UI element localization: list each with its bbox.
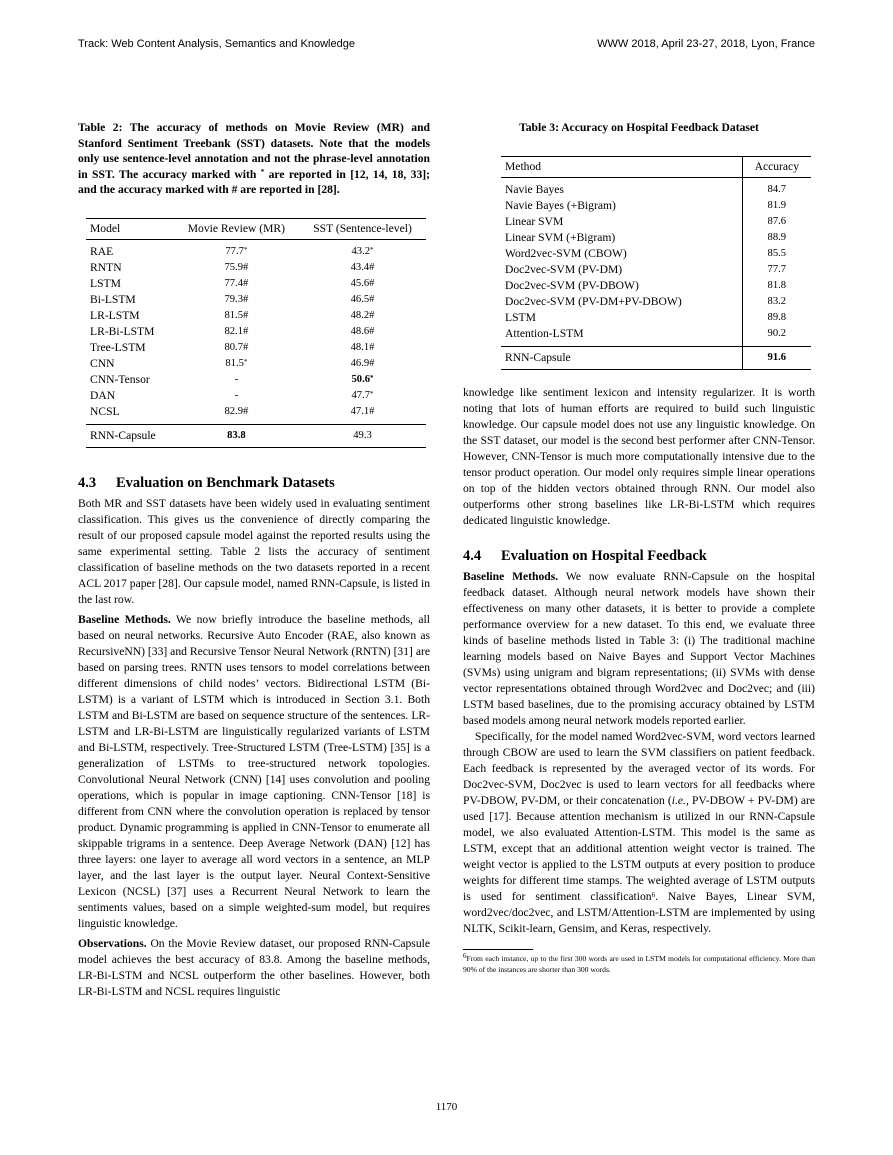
table2-caption: Table 2: The accuracy of methods on Movie Review (MR) and Stanford Sentiment Treebank (SST) datasets. Note that the models only use sentence-level annotation and not the phrase-level annotation in SST. The accuracy marked with * are reported in [12, 14, 18, 33]; and the accuracy marked with # are reported in [28]. xyxy=(78,121,430,196)
table3-row xyxy=(501,278,811,294)
table2-row xyxy=(86,372,426,388)
table3-cell-accuracy: 85.5 xyxy=(742,246,811,262)
table2-body xyxy=(86,239,426,424)
table2-cell-model: CNN xyxy=(90,356,115,370)
table3-cell-method: Linear SVM xyxy=(505,214,564,228)
table2-cell-sst: 43.2* xyxy=(351,245,374,257)
table2-cell-model: RAE xyxy=(90,244,114,258)
table3-header-row xyxy=(501,156,811,177)
table2-final-mr: 83.8 xyxy=(174,424,299,447)
table2-cell-mr: 82.1# xyxy=(224,325,249,337)
header-track: Track: Web Content Analysis, Semantics and Knowledge xyxy=(78,38,355,50)
table3-cell-accuracy: 88.9 xyxy=(742,230,811,246)
table2-cell-mr: 82.9# xyxy=(224,405,249,417)
table3-cell-method: Doc2vec-SVM (PV-DM+PV-DBOW) xyxy=(505,294,682,308)
section-4-4-number: 4.4 xyxy=(463,547,482,564)
footnote-mark: 6 xyxy=(463,951,467,960)
table2-header-sst: SST (Sentence-level) xyxy=(299,218,426,239)
table2-row xyxy=(86,292,426,308)
table2-cell-model: DAN xyxy=(90,388,116,402)
table3-final-accuracy: 91.6 xyxy=(742,346,811,369)
section-4-4-heading xyxy=(463,547,815,565)
table3-cell-accuracy: 83.2 xyxy=(742,294,811,310)
section-4-3-para-2 xyxy=(78,612,430,932)
table3-header-method: Method xyxy=(501,156,742,177)
section-4-4-para-2-a: Specifically, for the model named Word2vec-SVM, word vectors learned through CBOW are used to learn the SVM classifiers on patient feedback. Each feedback is represented by the averaged vector of its words. For Doc2vec-SVM, Doc2vec is used to learn vectors for all feedbacks where PV-DBOW, PV-DM, or their concatenation ( xyxy=(463,729,815,807)
table3-cell-accuracy: 90.2 xyxy=(742,326,811,347)
section-4-4-para-2-b: PV-DBOW + PV-DM) are used [17]. Because attention mechanism is utilized in our RNN-Capsule model, we also evaluated Attention-LSTM. This model is the same as LSTM, except that an additional attention weight vector is trained. The weight vector is applied to the LSTM outputs at every position to produce weights for different time stamps. The weighted average of LSTM outputs is used for sentiment classification xyxy=(463,793,815,903)
section-4-4-title: Evaluation on Hospital Feedback xyxy=(501,547,707,564)
table2-cell-sst: 43.4# xyxy=(350,261,375,273)
table2-cell-model: LSTM xyxy=(90,276,121,290)
baseline-methods-lead-2: Baseline Methods. xyxy=(463,569,559,583)
table2-header-row xyxy=(86,218,426,239)
table2-cell-sst: 46.5# xyxy=(350,293,375,305)
table3-cell-accuracy: 81.8 xyxy=(742,278,811,294)
table3-row xyxy=(501,262,811,278)
section-4-4-para-2-c: . Naive Bayes, Linear SVM, word2vec/doc2vec, and LSTM/Attention-LSTM are implemented by using NLTK, Scikit-learn, Gensim, and Keras, respectively. xyxy=(463,889,815,935)
table3-cell-method: Doc2vec-SVM (PV-DM) xyxy=(505,262,623,276)
table2-cell-sst: 50.6* xyxy=(351,373,374,385)
section-4-3-para-2-text: We now briefly introduce the baseline methods, all based on neural networks. Recursive Auto Encoder (RAE, also known as RecursiveNN) [33] and Recursive Tensor Neural Network (RNTN) [31] are based on parsing trees. RNTN uses tensors to model correlations between different dimensions of child nodes’ vectors. Bidirectional LSTM (Bi-LSTM) is a variant of LSTM which is introduced in Section 3.1. Both LSTM and Bi-LSTM are based on sequence structure of the sentences. LR-LSTM and LR-Bi-LSTM are linguistically regularized variants of LSTM and Bi-LSTM, respectively. Tree-Structured LSTM (Tree-LSTM) [35] is a generalization of LSTMs to tree-structured network topologies. Convolutional Neural Network (CNN) [14] uses convolution and pooling operations, which is popular in image captioning. CNN-Tensor [18] is different from CNN where the convolution operation is replaced by tensor product. Dynamic programming is applied in CNN-Tensor to enumerate all skippable trigrams in a sentence. Deep Average Network (DAN) [12] has three layers: one layer to average all word vectors in a sentence, an MLP layer, and the last layer is the output layer. Neural Context-Sensitive Lexicon (NCSL) [37] uses a Recurrent Neural Network to learn the sentiments values, based on a simple weighted-sum model, but requires linguistic knowledge. xyxy=(78,612,430,930)
section-4-3-para-3-continued: knowledge like sentiment lexicon and intensity regularizer. It is worth noting that lots of human efforts are required to build such linguistic knowledge. Our capsule model does not use any linguistic knowledge. On the SST dataset, our model is the second best performer after CNN-Tensor. However, CNN-Tensor is much more computationally intensive due to the tensor product operation. Our model only requires simple linear operations on top of the hidden vectors obtained through RNN. Our model also outperforms other strong baselines like LR-Bi-LSTM which requires dedicated linguistic knowledge. xyxy=(463,385,815,527)
table3-cell-method: Attention-LSTM xyxy=(505,326,584,340)
table2-cell-mr: 75.9# xyxy=(224,261,249,273)
table2-cell-model: Bi-LSTM xyxy=(90,292,136,306)
table2-cell-mr: 80.7# xyxy=(224,341,249,353)
table2-final-row xyxy=(86,424,426,447)
table3-row xyxy=(501,230,811,246)
table3-cell-method: Word2vec-SVM (CBOW) xyxy=(505,246,627,260)
table3-cell-accuracy: 87.6 xyxy=(742,214,811,230)
running-header xyxy=(78,38,815,50)
right-column xyxy=(463,120,815,975)
table3-cell-method: Linear SVM (+Bigram) xyxy=(505,230,616,244)
footnote-ref: 6 xyxy=(651,890,656,899)
table3-row xyxy=(501,294,811,310)
table2-cell-model: LR-Bi-LSTM xyxy=(90,324,155,338)
table3 xyxy=(501,156,811,370)
table3-row xyxy=(501,310,811,326)
section-4-3-para-3-text: On the Movie Review dataset, our proposed RNN-Capsule model achieves the best accuracy of 83.8. Among the baseline methods, LR-Bi-LSTM and NCSL outperform the other baselines. However, both LR-Bi-LSTM and NCSL requires linguistic xyxy=(78,936,430,998)
table3-final-method: RNN-Capsule xyxy=(501,346,742,369)
section-4-3-heading xyxy=(78,474,430,492)
section-4-3-para-3 xyxy=(78,936,430,1000)
footnote-text: From each instance, up to the first 300 words are used in LSTM models for computational efficiency. More than 90% of the instances are shorter than 300 words. xyxy=(463,953,815,974)
section-4-3-para-1: Both MR and SST datasets have been widely used in evaluating sentiment classification. This gives us the convenience of directly comparing the result of our proposed capsule model against the reported results using the same experimental setting. Table 2 lists the accuracy of sentiment classification of baseline methods on the two datasets reported in a recent ACL 2017 paper [28]. Our capsule model, named RNN-Capsule, is listed in the last row. xyxy=(78,496,430,606)
table2-cell-sst: 45.6# xyxy=(350,277,375,289)
table2-cell-mr: - xyxy=(234,373,239,385)
section-4-3-number: 4.3 xyxy=(78,474,97,491)
table2-cell-sst: 48.1# xyxy=(350,341,375,353)
table2 xyxy=(86,218,426,448)
table2-cell-sst: 48.2# xyxy=(350,309,375,321)
table3-body xyxy=(501,177,811,346)
section-4-3-title: Evaluation on Benchmark Datasets xyxy=(116,474,335,491)
table2-final-model: RNN-Capsule xyxy=(86,424,174,447)
table2-final-sst: 49.3 xyxy=(299,424,426,447)
table2-cell-sst: 46.9# xyxy=(350,357,375,369)
footnote-rule xyxy=(463,949,533,950)
table2-row xyxy=(86,404,426,425)
table2-row xyxy=(86,324,426,340)
table3-final-row xyxy=(501,346,811,369)
section-4-4-para-1-text: We now evaluate RNN-Capsule on the hospital feedback dataset. Although neural network models have shown their effectiveness on many other datasets, it is better to provide a complete performance overview for a new dataset. To this end, we evaluate three kinds of baseline methods listed in Table 3: (i) The traditional machine learning models based on Naive Bayes and Support Vector Machines (SVMs) using unigram and bigram representations; (ii) SVMs with dense vector representations obtained through Word2vec and Doc2vec; and (iii) LSTM based baselines, due to the promising accuracy obtained by LSTM based models among neural network models reported earlier. xyxy=(463,569,815,727)
table3-row xyxy=(501,246,811,262)
table2-row xyxy=(86,308,426,324)
observations-lead: Observations. xyxy=(78,936,147,950)
section-4-4-para-2 xyxy=(463,729,815,937)
table2-row xyxy=(86,239,426,260)
section-4-4-para-1 xyxy=(463,569,815,729)
table2-cell-mr: 79.3# xyxy=(224,293,249,305)
table3-cell-method: Navie Bayes (+Bigram) xyxy=(505,198,616,212)
table3-row xyxy=(501,177,811,198)
table2-cell-mr: 77.4# xyxy=(224,277,249,289)
table2-cell-sst: 48.6# xyxy=(350,325,375,337)
table2-row xyxy=(86,340,426,356)
table3-cell-method: LSTM xyxy=(505,310,536,324)
table2-row xyxy=(86,276,426,292)
table2-row xyxy=(86,388,426,404)
table3-row xyxy=(501,214,811,230)
table3-cell-method: Doc2vec-SVM (PV-DBOW) xyxy=(505,278,639,292)
table2-cell-model: Tree-LSTM xyxy=(90,340,146,354)
table2-cell-mr: 81.5* xyxy=(225,357,248,369)
table3-cell-accuracy: 84.7 xyxy=(742,177,811,198)
table2-cell-model: CNN-Tensor xyxy=(90,372,150,386)
table2-header-model: Model xyxy=(86,218,174,239)
table2-cell-mr: 77.7* xyxy=(225,245,248,257)
table2-cell-model: LR-LSTM xyxy=(90,308,140,322)
ie-abbrev: i.e., xyxy=(671,793,689,807)
table2-cell-mr: - xyxy=(234,389,239,401)
table3-header-accuracy: Accuracy xyxy=(742,156,811,177)
page-number: 1170 xyxy=(435,1101,458,1113)
table3-row xyxy=(501,326,811,347)
table2-cell-sst: 47.7* xyxy=(351,389,374,401)
table2-header-mr: Movie Review (MR) xyxy=(174,218,299,239)
table3-cell-accuracy: 89.8 xyxy=(742,310,811,326)
footnote xyxy=(463,953,815,975)
header-venue: WWW 2018, April 23-27, 2018, Lyon, France xyxy=(597,38,815,50)
table3-caption: Table 3: Accuracy on Hospital Feedback Dataset xyxy=(519,121,759,134)
table2-cell-mr: 81.5# xyxy=(224,309,249,321)
table2-cell-sst: 47.1# xyxy=(350,405,375,417)
table2-cell-model: RNTN xyxy=(90,260,122,274)
table2-row xyxy=(86,260,426,276)
table3-cell-accuracy: 81.9 xyxy=(742,198,811,214)
left-column xyxy=(78,120,430,1000)
table3-row xyxy=(501,198,811,214)
table2-row xyxy=(86,356,426,372)
table3-cell-accuracy: 77.7 xyxy=(742,262,811,278)
table2-cell-model: NCSL xyxy=(90,404,120,418)
table3-cell-method: Navie Bayes xyxy=(505,182,564,196)
baseline-methods-lead: Baseline Methods. xyxy=(78,612,171,626)
